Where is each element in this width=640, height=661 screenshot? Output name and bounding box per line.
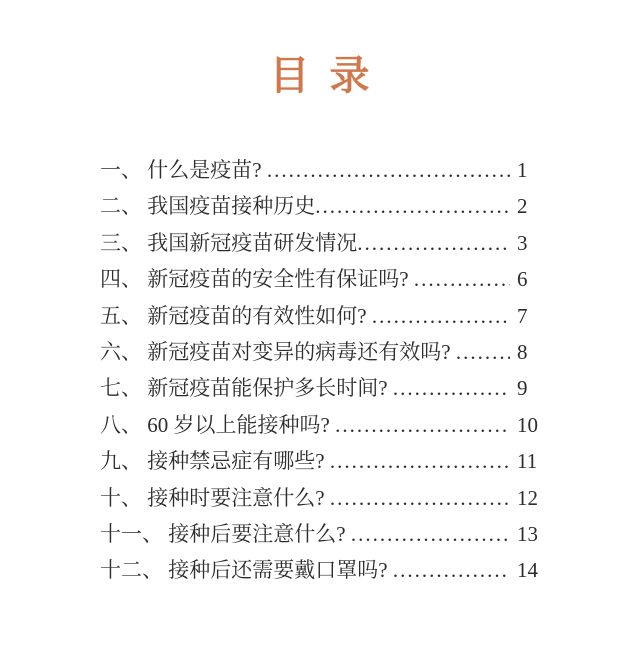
toc-page-number: 13	[517, 521, 538, 546]
toc-entry	[100, 480, 546, 516]
toc-page-number: 11	[517, 449, 538, 474]
toc-entry	[100, 188, 546, 224]
toc-dot-leader	[372, 298, 510, 334]
toc-entry-label: 二、 我国疫苗接种历史	[100, 194, 316, 219]
toc-entry	[100, 552, 546, 588]
toc-page-number: 3	[517, 230, 528, 255]
toc-dot-leader	[351, 516, 510, 552]
toc-entry-label: 十二、 接种后还需要戴口罩吗?	[100, 558, 393, 583]
toc-page-number: 6	[517, 267, 528, 292]
toc-page-number: 1	[517, 158, 528, 182]
toc-entry	[100, 261, 546, 297]
toc-entry	[100, 334, 546, 370]
toc-entry	[100, 370, 546, 406]
toc-entry-label: 四、 新冠疫苗的安全性有保证吗?	[100, 267, 414, 292]
toc-dot-leader	[456, 334, 510, 370]
toc-entry	[100, 152, 546, 188]
toc-dot-leader	[357, 225, 510, 261]
toc-entry-label: 八、 60 岁以上能接种吗?	[100, 412, 336, 437]
toc-dot-leader	[315, 188, 510, 224]
toc-entry-label: 十一、 接种后要注意什么?	[100, 521, 351, 546]
toc-entry	[100, 225, 546, 261]
toc-page-number: 2	[517, 194, 528, 219]
toc-page-number: 14	[517, 558, 538, 583]
toc-dot-leader	[393, 552, 510, 588]
toc-entry-label: 一、 什么是疫苗?	[100, 158, 267, 182]
toc-dot-leader	[335, 407, 510, 443]
toc-entry	[100, 407, 546, 443]
toc-page-number: 8	[517, 339, 528, 364]
toc-dot-leader	[330, 443, 510, 479]
toc-page-number: 12	[517, 485, 538, 510]
toc-dot-leader	[393, 370, 510, 406]
toc-page-number: 7	[517, 303, 528, 328]
toc-list	[100, 152, 546, 589]
toc-entry-label: 七、 新冠疫苗能保护多长时间?	[100, 376, 393, 401]
toc-dot-leader	[330, 480, 510, 516]
toc-entry	[100, 298, 546, 334]
toc-entry-label: 六、 新冠疫苗对变异的病毒还有效吗?	[100, 339, 456, 364]
toc-entry	[100, 516, 546, 552]
toc-entry	[100, 443, 546, 479]
toc-entry-label: 十、 接种时要注意什么?	[100, 485, 330, 510]
toc-page-number: 10	[517, 412, 538, 437]
toc-page-number: 9	[517, 376, 528, 401]
toc-dot-leader	[414, 261, 510, 297]
page-title: 目 录	[269, 53, 371, 98]
toc-entry-label: 九、 接种禁忌症有哪些?	[100, 449, 330, 474]
toc-dot-leader	[267, 152, 510, 188]
toc-entry-label: 三、 我国新冠疫苗研发情况	[100, 230, 358, 255]
toc-entry-label: 五、 新冠疫苗的有效性如何?	[100, 303, 372, 328]
toc-page	[0, 52, 640, 661]
